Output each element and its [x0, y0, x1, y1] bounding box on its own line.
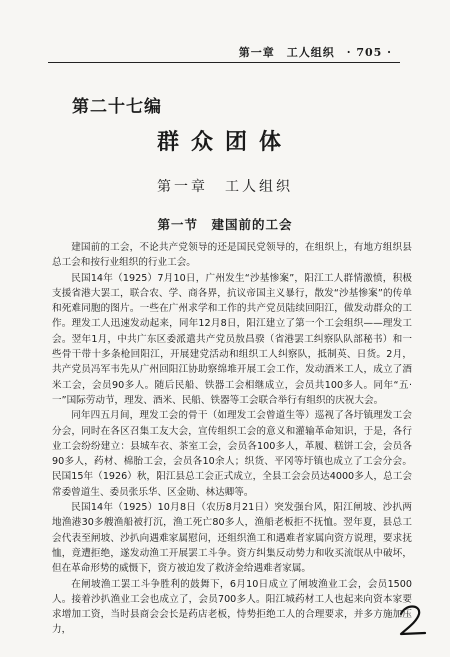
running-header: 第一章 工人组织 · 705 · [238, 46, 392, 59]
paragraph: 在闸坡渔工罢工斗争胜利的鼓舞下，6月10日成立了闸坡渔业工会，会员1500人。接着沙扒渔业工会也成立了，会员700多人。阳江城药材工人也起来向资本家要求增加工资，当时县商会会长是药店老板，恃势拒绝工人的合理要求，并多方施加压力， [52, 578, 412, 636]
paragraph: 同年四五月间，理发工会的骨干（如理发工会曾道生等）巡视了各圩镇理发工会分会，同时在各区召集工友大会，宣传组织工会的意义和灌输革命知识，于是，各行业工会纷纷建立：县城车衣、茶室工会，会员各100多人，革履、糕饼工会，会员各90多人，药材、棉胎工会，会员各10余人；织货、平冈等圩镇也成立了工会分会。民国15年（1926）秋，阳江县总工会正式成立，全县工会会员达4000多人，总工会常委曾道生、委员张乐华、区金勋、林达卿等。 [52, 410, 412, 498]
body-text [52, 240, 412, 638]
chapter-title: 第一章 工人组织 [157, 179, 293, 195]
handwritten-mark [395, 600, 435, 640]
book-title: 群众团体 [156, 129, 293, 155]
paragraph: 民国14年（1925）10月8日（农历8月21日）突发强台风，阳江闸坡、沙扒两地渔港30多艘渔船被打沉，渔工死亡80多人，渔船老板拒不抚恤。翌年夏，县总工会代表至闸坡、沙扒向遇难家属慰问，还组织渔工和遇难者家属向资方说理，要求抚恤，竟遭拒绝，遂发动渔工开展罢工斗争。资方纠集反动势力和收买流氓从中破坏，但在革命形势的威慑下，资方被迫发了救济金给遇难者家属。 [52, 502, 412, 575]
section-title: 第一节 建国前的工会 [157, 217, 293, 232]
paragraph: 民国14年（1925）7月10日，广州发生“沙基惨案”，阳江工人群情激愤，积极支援省港大罢工，联合农、学、商各界，抗议帝国主义暴行，散发“沙基惨案”的传单和死难同胞的图片。一些在广州求学和工作的共产党员陆续回阳江，做发动群众的工作。理发工人迅速发动起来，同年12月8日，阳江建立了第一个工会组织——理发工会。翌年1月，中共广东区委派遣共产党员敖昌骙（省港罢工纠察队队部秘书）和一些骨干带十多条枪回阳江，开展建党活动和组织工人纠察队，抵制英、日货。2月，共产党员冯军韦先从广州回阳江协助察绵堆开展工会工作，发动酒米工人，成立了酒米工会，会员90多人。随后民船、铁器工会相继成立，会员共100多人。同年“五·一”国际劳动节，理发、酒米、民船、铁器等工会联合举行有组织的庆祝大会。 [52, 272, 412, 406]
part-title: 第二十七编 [72, 97, 162, 117]
paragraph: 建国前的工会，不论共产党领导的还是国民党领导的，在组织上，有地方组织县总工会和按行业组织的行业工会。 [52, 242, 412, 269]
header-rule [48, 62, 400, 63]
